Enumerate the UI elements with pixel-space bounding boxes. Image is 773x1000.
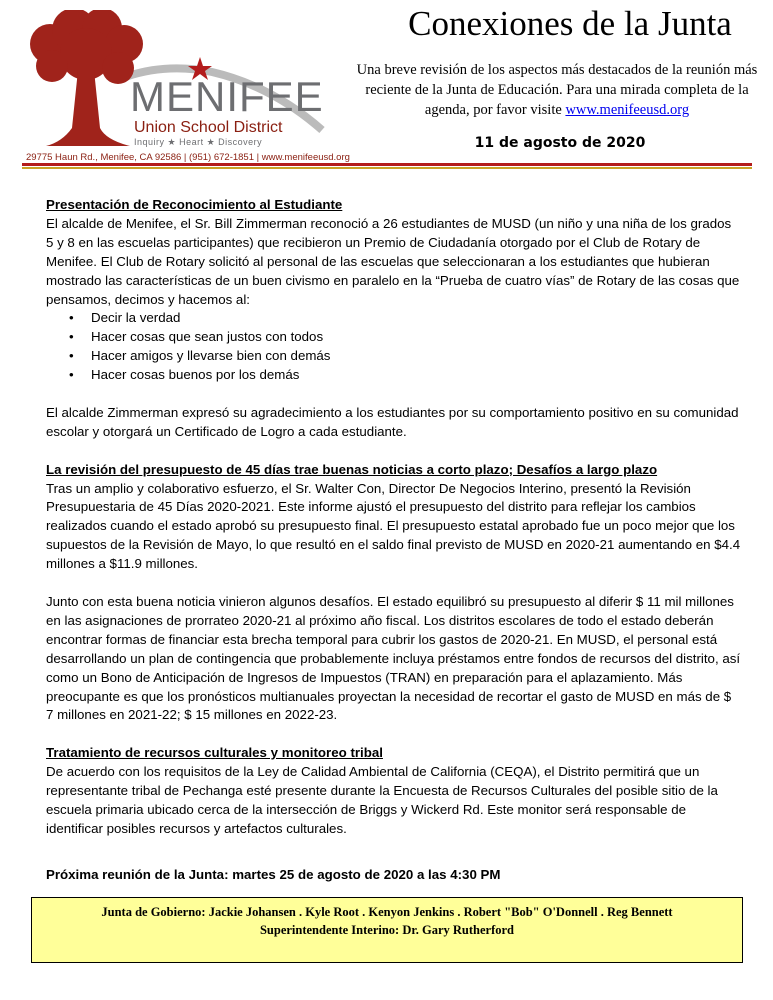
section-heading: Tratamiento de recursos culturales y monitoreo tribal <box>46 745 383 761</box>
section-paragraph: Tras un amplio y colaborativo esfuerzo, el Sr. Walter Con, Director De Negocios Interino, presentó la Revisión Presupuestaria de 45 Días 2020-2021. Este informe ajustó el presupuesto del distrito para reflejar los cambios realizados cuando el estado aprobó su presupuesto final. El presupuesto estatal aprobado fue un poco mejor que los supuestos de la Revisión de Mayo, lo que resultó en el saldo final previsto de MUSD en 2020-21 aumentando en $4.4 millones a $11.9 millones. <box>46 480 741 572</box>
board-members-box <box>31 897 743 963</box>
section-paragraph: El alcalde Zimmerman expresó su agradecimiento a los estudiantes por su comportamiento positivo en su comunidad escolar y otorgará un Certificado de Logro a cada estudiante. <box>46 404 739 439</box>
logo-tagline: Inquiry ★ Heart ★ Discovery <box>134 137 263 147</box>
list-item: • Hacer cosas que sean justos con todos <box>46 328 741 347</box>
list-item: • Decir la verdad <box>46 309 741 328</box>
logo-subtitle: Union School District <box>134 119 283 136</box>
section-budget-revision <box>46 461 741 726</box>
section-heading: La revisión del presupuesto de 45 días trae buenas noticias a corto plazo; Desafíos a largo plazo <box>46 461 658 477</box>
district-logo <box>22 10 362 163</box>
board-members: Junta de Gobierno: Jackie Johansen . Kyle Root . Kenyon Jenkins . Robert "Bob" O'Donnell . Reg Bennett <box>101 905 673 919</box>
superintendent: Superintendente Interino: Dr. Gary Rutherford <box>259 923 515 937</box>
list-item: • Hacer amigos y llevarse bien con demás <box>46 347 741 366</box>
newsletter-body <box>46 196 741 839</box>
intro-text <box>352 60 762 120</box>
section-heading: Presentación de Reconocimiento al Estudiante <box>46 197 343 212</box>
section-paragraph: Junto con esta buena noticia vinieron algunos desafíos. El estado equilibró su presupuesto al diferir $ 11 mil millones en las asignaciones de prorrateo 2020-21 al próximo año fiscal. Los distritos escolares de todo el estado deberán encontrar formas de financiar esta brecha temporal para cubrir los gastos de 2020-21. En MUSD, el personal está desarrollando un plan de contingencia que probablemente incluya préstamos entre fondos de recursos del distrito, así como un Bono de Anticipación de Ingresos de Impuestos (TRAN) en preparación para el aplazamiento. Más preocupante es que los pronósticos multianuales proyectan la necesidad de recortar el gasto de MUSD en más de $ 7 millones en 2021-22; $ 15 millones en 2022-23. <box>46 593 741 723</box>
district-address: 29775 Haun Rd., Menifee, CA 92586 | (951) 672-1851 | www.menifeeusd.org <box>26 152 350 163</box>
logo-name: MENIFEE <box>130 73 324 120</box>
meeting-date: 11 de agosto de 2020 <box>474 135 646 151</box>
section-student-recognition <box>46 196 741 442</box>
page-title: Conexiones de la Junta <box>408 4 732 43</box>
section-paragraph: De acuerdo con los requisitos de la Ley de Calidad Ambiental de California (CEQA), el Distrito permitirá que un representante tribal de Pechanga esté presente durante la Encuesta de Recursos Culturales del posible sitio de la escuela primaria ubicado cerca de la intersección de Briggs y Wickerd Rd. Este monitor será responsable de identificar posibles recursos y artefactos culturales. <box>46 764 718 836</box>
section-cultural-resources <box>46 744 741 839</box>
section-paragraph: El alcalde de Menifee, el Sr. Bill Zimmerman reconoció a 26 estudiantes de MUSD (un niño y una niña de los grados 5 y 8 en las escuelas participantes) que recibieron un Premio de Ciudadanía otorgado por el Club de Rotary de Menifee. El Club de Rotary solicitó al personal de las escuelas que seleccionaran a los estudiantes que hubieran mostrado las características de un buen civismo en paralelo en la “Prueba de cuatro vías” de Rotary de las cosas que pensamos, decimos y hacemos al: <box>46 215 740 307</box>
list-item: • Hacer cosas buenos por los demás <box>46 366 741 385</box>
newsletter-header <box>0 0 773 170</box>
next-meeting: Próxima reunión de la Junta: martes 25 de agosto de 2020 a las 4:30 PM <box>46 867 501 882</box>
district-website-link[interactable]: www.menifeeusd.org <box>565 102 690 118</box>
header-divider-red <box>22 163 752 166</box>
intro-copy: Una breve revisión de los aspectos más destacados de la reunión más reciente de la Junta de Educación. Para una mirada completa de la agenda, por favor visite <box>356 62 758 118</box>
header-divider-gold <box>22 167 752 169</box>
rotary-four-way-test-list <box>46 309 741 385</box>
